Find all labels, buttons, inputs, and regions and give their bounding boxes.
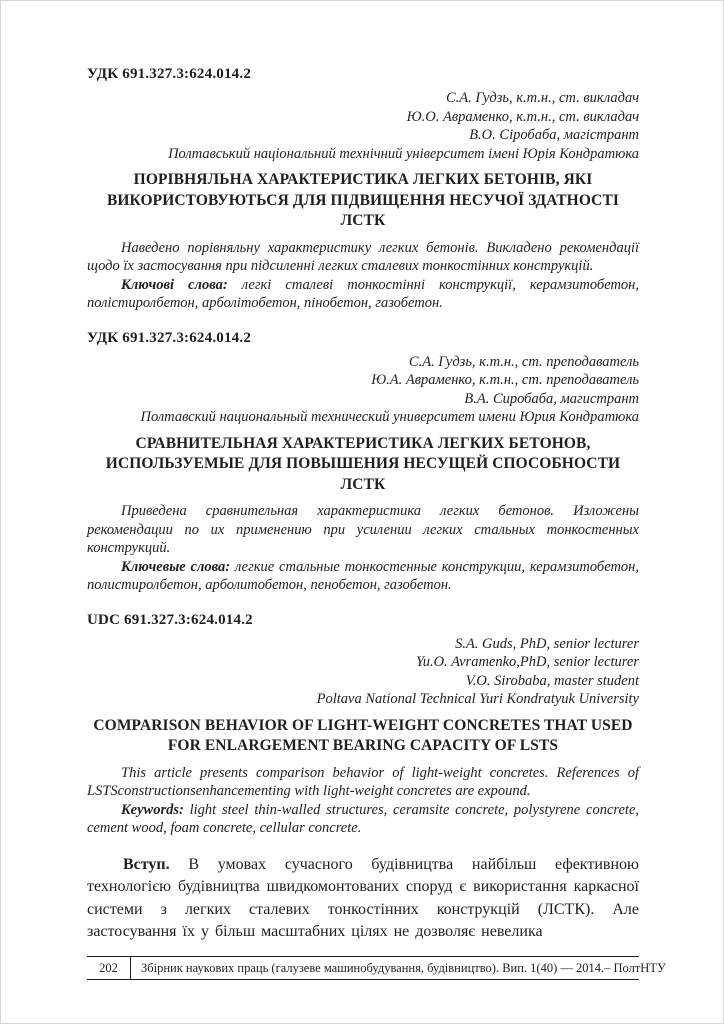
section-russian	[87, 329, 639, 595]
keywords-text: легкие стальные тонкостенные конструкции, керамзитобетон, полистиролбетон, арболитобетон, пенобетон, газобетон.	[87, 558, 640, 593]
author-block-ua	[87, 89, 639, 163]
author-block-ru	[87, 353, 639, 427]
keywords-label: Ключевые слова:	[121, 558, 231, 575]
author-line: S.A. Guds, PhD, senior lecturer	[455, 635, 639, 652]
keywords-text: light steel thin-walled structures, ceramsite concrete, polystyrene concrete, cement wood, foam concrete, cellular concrete.	[87, 801, 640, 836]
introduction-paragraph	[87, 854, 639, 944]
keywords-text: легкі сталеві тонкостінні конструкції, керамзитобетон, полістиролбетон, арболітобетон, пінобетон, газобетон.	[87, 276, 640, 311]
author-line: Ю.О. Авраменко, к.т.н., ст. викладач	[406, 108, 639, 125]
author-line: С.А. Гудзь, к.т.н., ст. викладач	[445, 90, 639, 106]
abstract-ru: Приведена сравнительная характеристика легких бетонов. Изложены рекомендации по их применению при усилении легких стальных тонкостенных конструкций.	[87, 503, 639, 556]
author-block-en	[87, 635, 639, 709]
udc-code-en: UDC 691.327.3:624.014.2	[87, 611, 253, 628]
section-ukrainian	[87, 65, 639, 313]
affiliation: Poltava National Technical Yuri Kondratyuk University	[316, 691, 639, 707]
author-line: Ю.А. Авраменко, к.т.н., ст. преподаватель	[371, 372, 639, 388]
section-english	[87, 611, 639, 838]
article-title-ru: СРАВНИТЕЛЬНАЯ ХАРАКТЕРИСТИКА ЛЕГКИХ БЕТОНОВ, ИСПОЛЬЗУЕМЫЕ ДЛЯ ПОВЫШЕНИЯ НЕСУЩЕЙ СПОСОБНОСТИ ЛСТК	[105, 434, 621, 493]
page-number: 202	[87, 957, 131, 979]
author-line: В.А. Сиробаба, магистрант	[464, 390, 639, 407]
page-footer	[87, 956, 666, 980]
introduction-text: В умовах сучасного будівництва найбільш ефективною технологією будівництва швидкомонтованих споруд є використання каркасної системи з легких сталевих тонкостінних конструкцій (ЛСТК). Але застосування їх у більш масштабних цілях не дозволяє невелика	[87, 855, 639, 940]
author-line: V.O. Sirobaba, master student	[465, 672, 639, 689]
author-line: С.А. Гудзь, к.т.н., ст. преподаватель	[408, 353, 639, 370]
abstract-en: This article presents comparison behavior of light-weight concretes. References of LSTSconstructionsenhancementing with light-weight concretes are expound.	[87, 764, 639, 799]
article-title-ua: ПОРІВНЯЛЬНА ХАРАКТЕРИСТИКА ЛЕГКИХ БЕТОНІВ, ЯКІ ВИКОРИСТОВУЮТЬСЯ ДЛЯ ПІДВИЩЕННЯ НЕСУЧОЇ ЗДАТНОСТІ ЛСТК	[106, 171, 620, 229]
keywords-label: Ключові слова:	[121, 276, 228, 293]
journal-footer-line: Збірник наукових праць (галузеве машинобудування, будівництво). Вип. 1(40) — 2014.– ПолтНТУ	[141, 960, 666, 975]
affiliation: Полтавський національний технічний університет імені Юрія Кондратюка	[168, 145, 639, 162]
abstract-ua: Наведено порівняльну характеристику легких бетонів. Викладено рекомендації щодо їх застосування при підсиленні легких сталевих тонкостінних конструкцій.	[87, 239, 639, 274]
affiliation: Полтавский национальный технический университет имени Юрия Кондратюка	[140, 409, 639, 425]
keywords-ua	[87, 276, 639, 313]
author-line: Yu.O. Avramenko,PhD, senior lecturer	[416, 654, 639, 670]
article-title-en: COMPARISON BEHAVIOR OF LIGHT-WEIGHT CONCRETES THAT USED FOR ENLARGEMENT BEARING CAPACITY OF LSTS	[93, 716, 633, 754]
keywords-label: Keywords:	[121, 801, 184, 818]
introduction-heading: Вступ.	[123, 855, 170, 873]
keywords-ru	[87, 558, 639, 595]
udc-code-ru: УДК 691.327.3:624.014.2	[87, 329, 252, 346]
keywords-en	[87, 801, 639, 838]
author-line: В.О. Сіробаба, магістрант	[469, 127, 639, 143]
udc-code-ua: УДК 691.327.3:624.014.2	[87, 66, 252, 82]
